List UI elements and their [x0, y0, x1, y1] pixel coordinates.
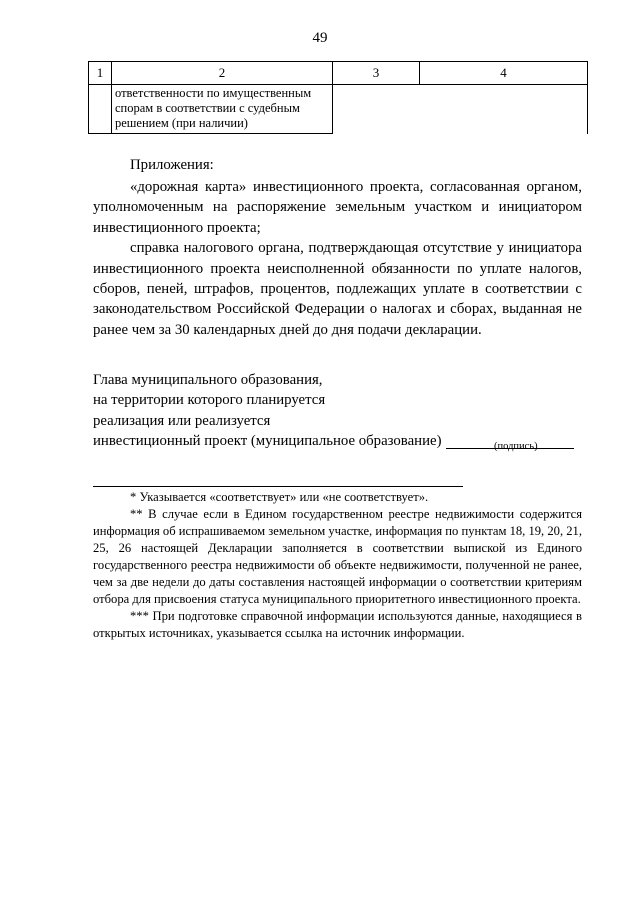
- table-header-cell-3: 3: [333, 62, 420, 85]
- table-cell-text: ответственности по имущественным спорам в соответствии с судебным решением (при наличии): [112, 85, 333, 134]
- page-number: 49: [312, 30, 328, 46]
- appendix-list: [93, 177, 582, 340]
- appendix-heading: Приложения:: [130, 157, 214, 173]
- table-cell-value: [420, 85, 588, 134]
- appendix-item-roadmap: «дорожная карта» инвестиционного проекта, согласованная органом, уполномоченным на распоряжение земельным участком и инициатором инвестиционного проекта;: [93, 179, 582, 236]
- table-cell-empty: [89, 85, 112, 134]
- footnote-divider: [93, 486, 463, 487]
- table-row: [89, 85, 588, 134]
- continuation-table: [88, 61, 588, 134]
- table-header-row: [89, 62, 588, 85]
- signature-line-1: Глава муниципального образования,: [93, 372, 323, 388]
- footnote-1: * Указывается «соответствует» или «не соответствует».: [130, 490, 429, 504]
- signature-caption: (подпись): [494, 441, 538, 452]
- signature-line-3: реализация или реализуется: [93, 412, 271, 429]
- appendix-item-tax-certificate: справка налогового органа, подтверждающая отсутствие у инициатора инвестиционного проекта неисполненной обязанности по уплате налогов, сборов, пеней, штрафов, процентов, подлежащих уплате в соответствии с законодательством Российской Федерации о налогах и сборах, выданная не ранее чем за 30 календарных дней до дня подачи декларации.: [93, 240, 582, 338]
- table-cell-value: [333, 85, 420, 134]
- signature-line-2: на территории которого планируется: [93, 392, 326, 409]
- footnotes: [93, 489, 582, 642]
- signature-block: [93, 370, 582, 452]
- table-header-cell-4: 4: [420, 62, 588, 85]
- table-header-cell-2: 2: [112, 62, 333, 85]
- footnote-3: *** При подготовке справочной информации используются данные, находящиеся в открытых источниках, указывается ссылка на источник информации.: [93, 609, 582, 640]
- table-header-cell-1: 1: [89, 62, 112, 85]
- signature-line-4: инвестиционный проект (муниципальное образование): [93, 433, 442, 450]
- footnote-2: ** В случае если в Едином государственном реестре недвижимости содержится информация об испрашиваемом земельном участке, информация по пунктам 18, 19, 20, 21, 25, 26 настоящей Декларации заполняется в соответствии выпиской из Единого государственного реестра недвижимости об объекте недвижимости, полученной не ранее, чем за две недели до даты составления настоящей информации о соответствии критериям отбора для присвоения статуса муниципального приоритетного инвестиционного проекта.: [93, 507, 582, 606]
